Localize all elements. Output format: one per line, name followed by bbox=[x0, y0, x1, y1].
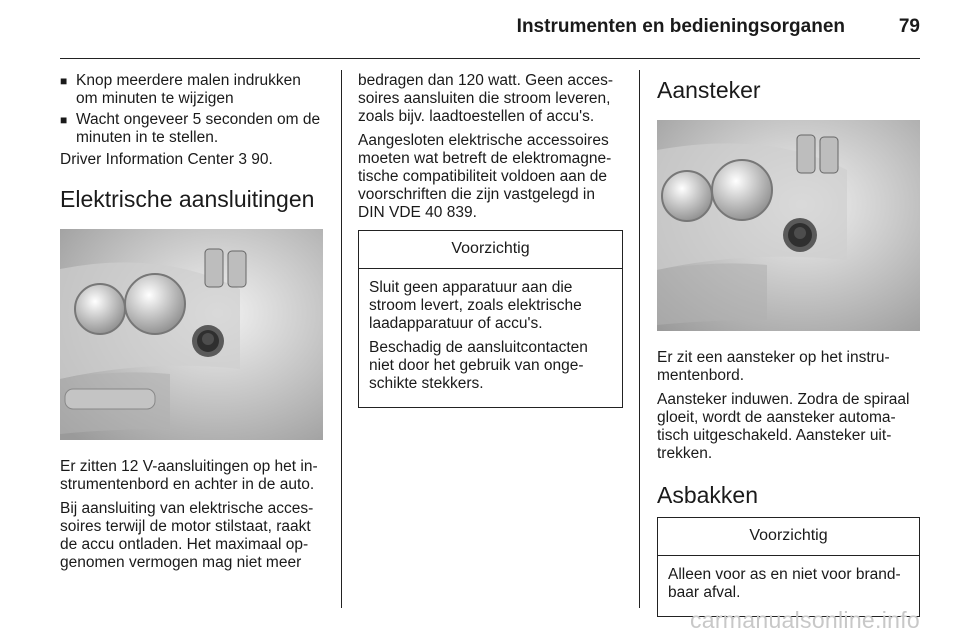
section-heading-power-outlets: Elektrische aansluitingen bbox=[60, 186, 315, 212]
caution-text: Sluit geen apparatuur aan die stroom levert, zoals elektrische laadapparatuur of accu's. bbox=[369, 279, 582, 332]
caution-text: Alleen voor as en niet voor brandbaar afval. bbox=[668, 566, 901, 601]
bullet-item bbox=[60, 72, 325, 108]
column-3 bbox=[657, 72, 920, 617]
bullet-text: Knop meerdere malen indrukken om minuten te wijzigen bbox=[76, 72, 301, 107]
cross-reference bbox=[60, 151, 325, 169]
column-2 bbox=[358, 72, 623, 408]
section-heading-ashtrays: Asbakken bbox=[657, 482, 759, 508]
watermark: carmanualsonline.info bbox=[689, 607, 920, 633]
caution-title: Voorzichtig bbox=[658, 518, 919, 556]
section-heading-cigarette-lighter: Aansteker bbox=[657, 77, 761, 103]
square-bullet-icon: ■ bbox=[60, 74, 68, 88]
bullet-item bbox=[60, 111, 325, 147]
page-number: 79 bbox=[898, 16, 920, 37]
reference-text: Driver Information Center bbox=[60, 151, 235, 168]
header-title: Instrumenten en bedieningsorganen bbox=[516, 16, 845, 37]
square-bullet-icon: ■ bbox=[60, 113, 68, 127]
cigarette-lighter-photo bbox=[657, 120, 920, 331]
reference-page: 90. bbox=[251, 151, 273, 168]
paragraph: Er zit een aansteker op het instrumentenbord. bbox=[657, 349, 890, 384]
power-outlet-photo bbox=[60, 229, 323, 440]
column-divider-2 bbox=[639, 70, 640, 608]
column-divider-1 bbox=[341, 70, 342, 608]
caution-body bbox=[359, 269, 622, 407]
header-rule bbox=[60, 58, 920, 59]
paragraph: Bij aansluiting van elektrische accessoires terwijl de motor stilstaat, raakt de accu ontladen. Het maximaal opgenomen vermogen mag niet meer bbox=[60, 500, 314, 571]
paragraph: Aansteker induwen. Zodra de spiraal gloeit, wordt de aansteker automatisch uitgeschakeld. Aansteker uittrekken. bbox=[657, 391, 910, 462]
paragraph: Aangesloten elektrische accessoires moeten wat betreft de elektromagnetische compatibiliteit voldoen aan de voorschriften die zijn vastgelegd in DIN VDE 40 839. bbox=[358, 132, 612, 221]
paragraph: Er zitten 12 V-aansluitingen op het instrumentenbord en achter in de auto. bbox=[60, 458, 318, 493]
caution-box bbox=[657, 517, 920, 617]
caution-box bbox=[358, 230, 623, 408]
column-1 bbox=[60, 72, 325, 578]
reference-arrow-icon: 3 bbox=[238, 151, 247, 168]
paragraph: bedragen dan 120 watt. Geen accessoires aansluiten die stroom leveren, zoals bijv. laadtoestellen of accu's. bbox=[358, 72, 614, 125]
caution-text: Beschadig de aansluitcontacten niet door het gebruik van ongeschikte stekkers. bbox=[369, 339, 588, 392]
bullet-text: Wacht ongeveer 5 seconden om de minuten in te stellen. bbox=[76, 111, 321, 146]
caution-title: Voorzichtig bbox=[359, 231, 622, 269]
